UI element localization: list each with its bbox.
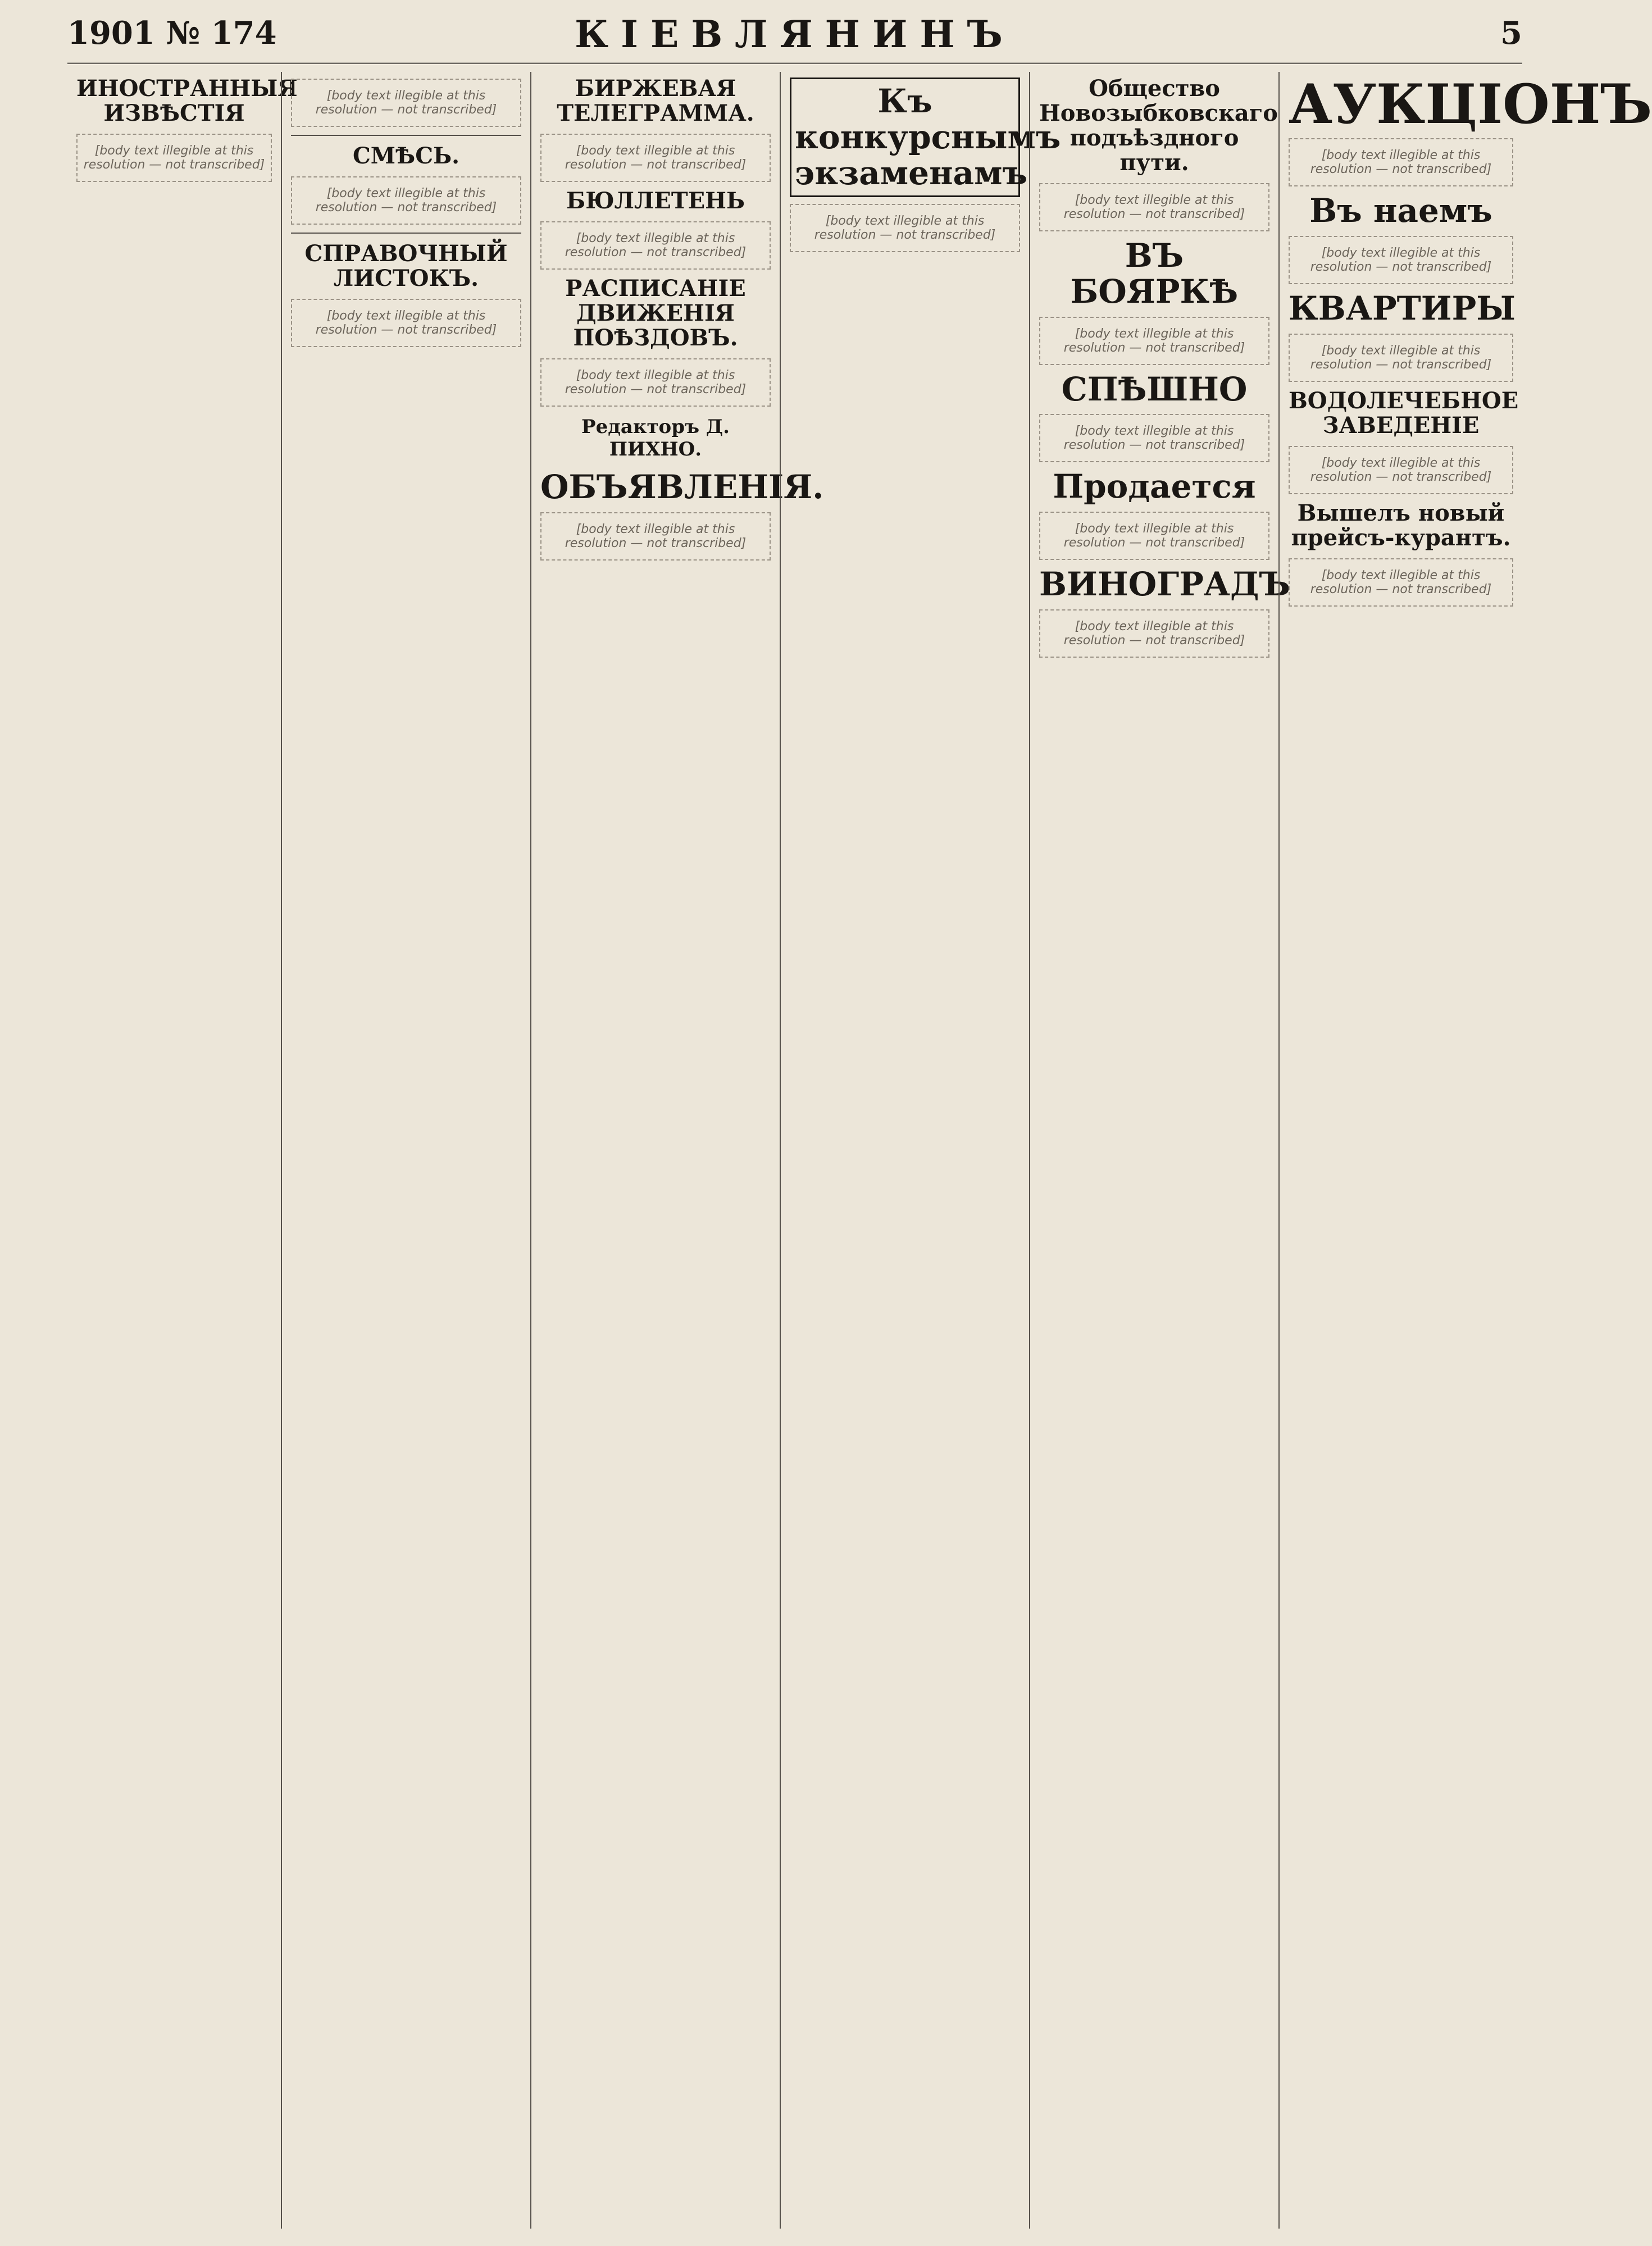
ad-title: Продается: [1053, 467, 1256, 506]
ad-title: Вышелъ новый прейсъ-курантъ.: [1291, 499, 1511, 551]
illegible-text-block: [body text illegible at this resolution — not transcribed]: [291, 299, 521, 347]
column-2: [281, 72, 530, 2229]
illegible-text-block: [body text illegible at this resolution — not transcribed]: [540, 512, 771, 561]
column-1: [67, 72, 298, 2229]
ad-title: АУКЦІОНЪ: [1289, 72, 1652, 136]
illegible-text-block: [body text illegible at this resolution — not transcribed]: [1289, 236, 1513, 284]
section-foreign-news-heading: ИНОСТРАННЫЯ ИЗВѢСТІЯ: [76, 75, 298, 126]
ad-title: ВИНОГРАДЪ: [1039, 565, 1291, 604]
section-bulletin-heading: БЮЛЛЕТЕНЬ: [566, 188, 745, 214]
illegible-text-block: [body text illegible at this resolution — not transcribed]: [1039, 609, 1269, 658]
ad-title: ВЪ БОЯРКѢ: [1070, 236, 1239, 311]
section-ads-heading: ОБЪЯВЛЕНІЯ.: [540, 468, 824, 506]
section-exchange-heading: БИРЖЕВАЯ ТЕЛЕГРАММА.: [557, 75, 754, 126]
ad-title: Къ конкурснымъ экзаменамъ: [790, 78, 1020, 197]
illegible-text-block: [body text illegible at this resolution — not transcribed]: [1289, 558, 1513, 607]
illegible-text-block: [body text illegible at this resolution — not transcribed]: [1289, 138, 1513, 186]
ad-title: Въ наемъ: [1309, 192, 1492, 230]
illegible-text-block: [body text illegible at this resolution — not transcribed]: [1039, 183, 1269, 231]
section-reference-heading: СПРАВОЧНЫЙ ЛИСТОКЪ.: [304, 240, 508, 291]
ad-title: КВАРТИРЫ: [1289, 289, 1516, 327]
illegible-text-block: [body text illegible at this resolution — not transcribed]: [291, 79, 521, 127]
section-miscellany-heading: СМѢСЬ.: [352, 143, 460, 169]
illegible-text-block: [body text illegible at this resolution — not transcribed]: [76, 134, 272, 182]
illegible-text-block: [body text illegible at this resolution — not transcribed]: [1289, 334, 1513, 382]
column-6: [1278, 72, 1652, 2229]
section-train-schedule-heading: РАСПИСАНІЕ ДВИЖЕНІЯ ПОѢЗДОВЪ.: [565, 275, 746, 351]
illegible-text-block: [body text illegible at this resolution — not transcribed]: [1289, 446, 1513, 494]
column-5: [1029, 72, 1291, 2229]
column-4: [780, 72, 1061, 2229]
editor-line: Редакторъ Д. ПИХНО.: [581, 416, 730, 461]
column-3: [530, 72, 824, 2229]
ad-title: СПѢШНО: [1061, 370, 1248, 408]
illegible-text-block: [body text illegible at this resolution — not transcribed]: [540, 221, 771, 270]
masthead: [67, 10, 1522, 64]
issue-number: 1901 № 174: [67, 15, 277, 52]
illegible-text-block: [body text illegible at this resolution — not transcribed]: [1039, 414, 1269, 462]
illegible-text-block: [body text illegible at this resolution — not transcribed]: [1039, 317, 1269, 365]
ad-title: ВОДОЛЕЧЕБНОЕ ЗАВЕДЕНІЕ: [1289, 387, 1519, 439]
newspaper-title: КІЕВЛЯНИНЪ: [575, 12, 1015, 56]
illegible-text-block: [body text illegible at this resolution — not transcribed]: [291, 176, 521, 225]
page-number: 5: [1500, 15, 1522, 52]
illegible-text-block: [body text illegible at this resolution — not transcribed]: [540, 358, 771, 407]
illegible-text-block: [body text illegible at this resolution — not transcribed]: [540, 134, 771, 182]
illegible-text-block: [body text illegible at this resolution — not transcribed]: [1039, 512, 1269, 560]
illegible-text-block: [body text illegible at this resolution — not transcribed]: [790, 204, 1020, 252]
ad-title: Общество Новозыбковскаго подъѣздного пути.: [1039, 75, 1278, 176]
